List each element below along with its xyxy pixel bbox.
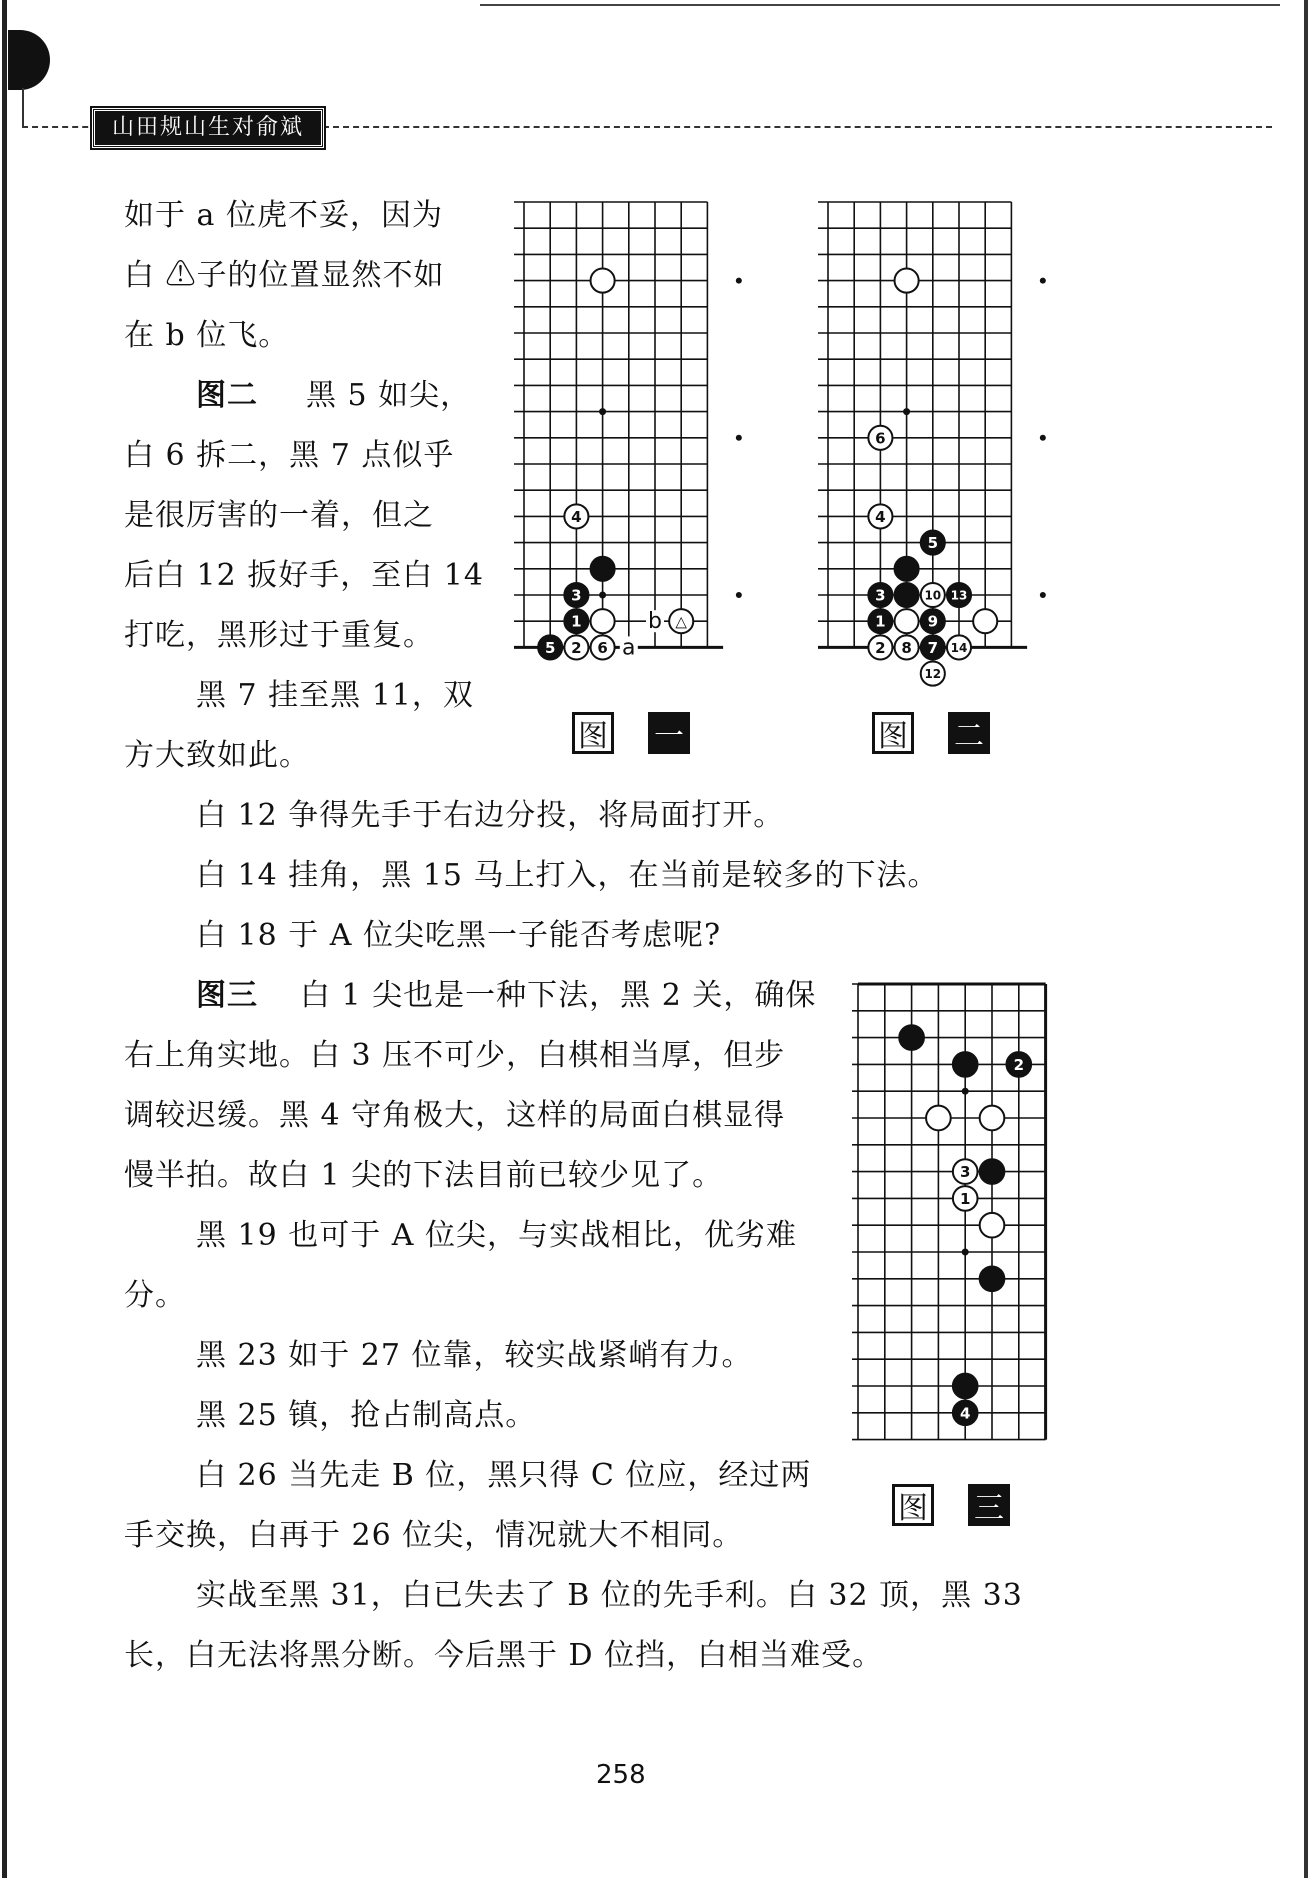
black-stone xyxy=(899,1025,924,1050)
text-line: 是很厉害的一着，但之 xyxy=(124,498,434,533)
move-number: 1 xyxy=(959,1189,971,1208)
caption-char: 三 xyxy=(968,1484,1010,1526)
text-line: 白 12 争得先手于右边分投，将局面打开。 xyxy=(196,798,785,833)
black-stone xyxy=(868,583,892,607)
caption-char: 图 xyxy=(872,712,914,754)
scan-top-line xyxy=(480,4,1280,6)
move-number: 9 xyxy=(927,612,939,631)
black-stone xyxy=(895,557,919,581)
text-line: 手交换，白再于 26 位尖，情况就大不相同。 xyxy=(124,1518,744,1553)
move-number: 4 xyxy=(571,507,582,526)
move-number: 5 xyxy=(544,638,556,657)
star-point xyxy=(599,592,606,599)
black-stone xyxy=(868,609,892,633)
white-stone xyxy=(980,1106,1005,1131)
white-stone xyxy=(564,504,588,528)
move-number: 1 xyxy=(571,612,582,631)
black-stone xyxy=(564,609,588,633)
text-line: 黑 5 如尖， xyxy=(306,378,472,413)
figure-caption-1 xyxy=(572,712,690,754)
edge-dot xyxy=(1040,592,1046,598)
text-line: 黑 25 镇，抢占制高点。 xyxy=(196,1398,537,1433)
text-line: 黑 19 也可于 A 位尖，与实战相比，优劣难 xyxy=(196,1218,797,1253)
running-header: 山田规山生对俞斌 xyxy=(92,108,324,148)
move-number: 2 xyxy=(1013,1055,1025,1074)
move-number: 3 xyxy=(875,586,886,605)
text-line: 分。 xyxy=(124,1278,186,1313)
white-stone xyxy=(953,1186,978,1211)
black-stone xyxy=(538,635,562,659)
caption-char: 二 xyxy=(948,712,990,754)
text-line: 在 b 位飞。 xyxy=(124,318,290,353)
text-line: 右上角实地。白 3 压不可少，白棋相当厚，但步 xyxy=(124,1038,786,1073)
text-line: 白 6 拆二，黑 7 点似乎 xyxy=(124,438,455,473)
white-stone xyxy=(980,1213,1005,1238)
caption-char: 图 xyxy=(892,1484,934,1526)
text-line: 实战至黑 31，白已失去了 B 位的先手利。白 32 顶，黑 33 xyxy=(196,1578,1023,1613)
black-stone xyxy=(947,583,971,607)
black-stone xyxy=(564,583,588,607)
go-diagram-1 xyxy=(514,192,774,690)
white-stone xyxy=(868,635,892,659)
black-stone xyxy=(980,1159,1005,1184)
move-number: 3 xyxy=(959,1163,971,1182)
move-number: 4 xyxy=(959,1404,971,1423)
text-line: 调较迟缓。黑 4 守角极大，这样的局面白棋显得 xyxy=(124,1098,786,1133)
white-stone xyxy=(868,426,892,450)
move-number: 13 xyxy=(950,588,968,603)
move-number: 12 xyxy=(924,667,942,682)
chapter-tab-mark xyxy=(8,30,50,90)
page-number: 258 xyxy=(596,1760,646,1790)
text-line: 白 ⚠子的位置显然不如 xyxy=(124,258,445,293)
star-point xyxy=(599,408,606,415)
white-stone xyxy=(591,269,615,293)
scan-border-right xyxy=(1304,0,1308,1878)
move-number: 2 xyxy=(875,638,886,657)
white-stone xyxy=(895,269,919,293)
triangle-mark: △ xyxy=(675,612,687,631)
black-stone xyxy=(1006,1052,1031,1077)
move-number: 5 xyxy=(927,534,939,553)
white-stone xyxy=(947,635,971,659)
white-stone xyxy=(591,609,615,633)
move-number: 6 xyxy=(597,638,608,657)
move-number: 8 xyxy=(901,638,912,657)
edge-dot xyxy=(1040,435,1046,441)
white-stone xyxy=(921,662,945,686)
white-stone xyxy=(591,635,615,659)
move-number: 3 xyxy=(571,586,582,605)
black-stone xyxy=(921,531,945,555)
star-point xyxy=(962,1088,969,1095)
text-line: 白 18 于 A 位尖吃黑一子能否考虑呢? xyxy=(196,918,722,953)
white-stone xyxy=(953,1159,978,1184)
black-stone xyxy=(953,1052,978,1077)
edge-dot xyxy=(1040,278,1046,284)
move-number: 14 xyxy=(950,640,968,655)
point-label: b xyxy=(648,609,662,635)
figure-label: 图三 xyxy=(196,978,258,1013)
black-stone xyxy=(921,609,945,633)
figure-label: 图二 xyxy=(196,378,258,413)
move-number: 6 xyxy=(875,429,886,448)
black-stone xyxy=(591,557,615,581)
white-stone xyxy=(926,1106,951,1131)
text-line: 白 26 当先走 B 位，黑只得 C 位应，经过两 xyxy=(196,1458,812,1493)
figure-caption-3 xyxy=(892,1484,1010,1526)
white-stone xyxy=(921,583,945,607)
edge-dot xyxy=(736,435,742,441)
text-line: 如于 a 位虎不妥，因为 xyxy=(124,198,443,233)
edge-dot xyxy=(736,592,742,598)
text-line: 白 1 尖也是一种下法，黑 2 关，确保 xyxy=(300,978,817,1013)
move-number: 2 xyxy=(571,638,582,657)
caption-char: 一 xyxy=(648,712,690,754)
move-number: 10 xyxy=(924,588,942,603)
point-label: a xyxy=(622,635,636,661)
figure-caption-2 xyxy=(872,712,990,754)
text-line: 黑 23 如于 27 位靠，较实战紧峭有力。 xyxy=(196,1338,753,1373)
text-line: 白 14 挂角，黑 15 马上打入，在当前是较多的下法。 xyxy=(196,858,939,893)
text-line: 方大致如此。 xyxy=(124,738,310,773)
white-stone xyxy=(895,635,919,659)
edge-dot xyxy=(736,278,742,284)
black-stone xyxy=(953,1400,978,1425)
go-diagram-3 xyxy=(852,980,1062,1462)
go-diagram-2 xyxy=(818,192,1078,690)
star-point xyxy=(903,408,910,415)
white-stone xyxy=(895,609,919,633)
text-line: 打吃，黑形过于重复。 xyxy=(124,618,434,653)
move-number: 1 xyxy=(875,612,886,631)
caption-char: 图 xyxy=(572,712,614,754)
text-line: 慢半拍。故白 1 尖的下法目前已较少见了。 xyxy=(124,1158,724,1193)
text-line: 后白 12 扳好手，至白 14 xyxy=(124,558,484,593)
text-line: 黑 7 挂至黑 11，双 xyxy=(196,678,474,713)
scan-border-left xyxy=(2,0,7,1878)
header-rule-vertical xyxy=(22,88,24,128)
triangle-marked-white-stone xyxy=(669,609,693,633)
black-stone xyxy=(921,635,945,659)
text-line: 长，白无法将黑分断。今后黑于 D 位挡，白相当难受。 xyxy=(124,1638,884,1673)
star-point xyxy=(962,1249,969,1256)
black-stone xyxy=(980,1266,1005,1291)
white-stone xyxy=(973,609,997,633)
black-stone xyxy=(953,1374,978,1399)
white-stone xyxy=(564,635,588,659)
move-number: 7 xyxy=(927,638,939,657)
white-stone xyxy=(868,504,892,528)
black-stone xyxy=(895,583,919,607)
move-number: 4 xyxy=(875,507,886,526)
